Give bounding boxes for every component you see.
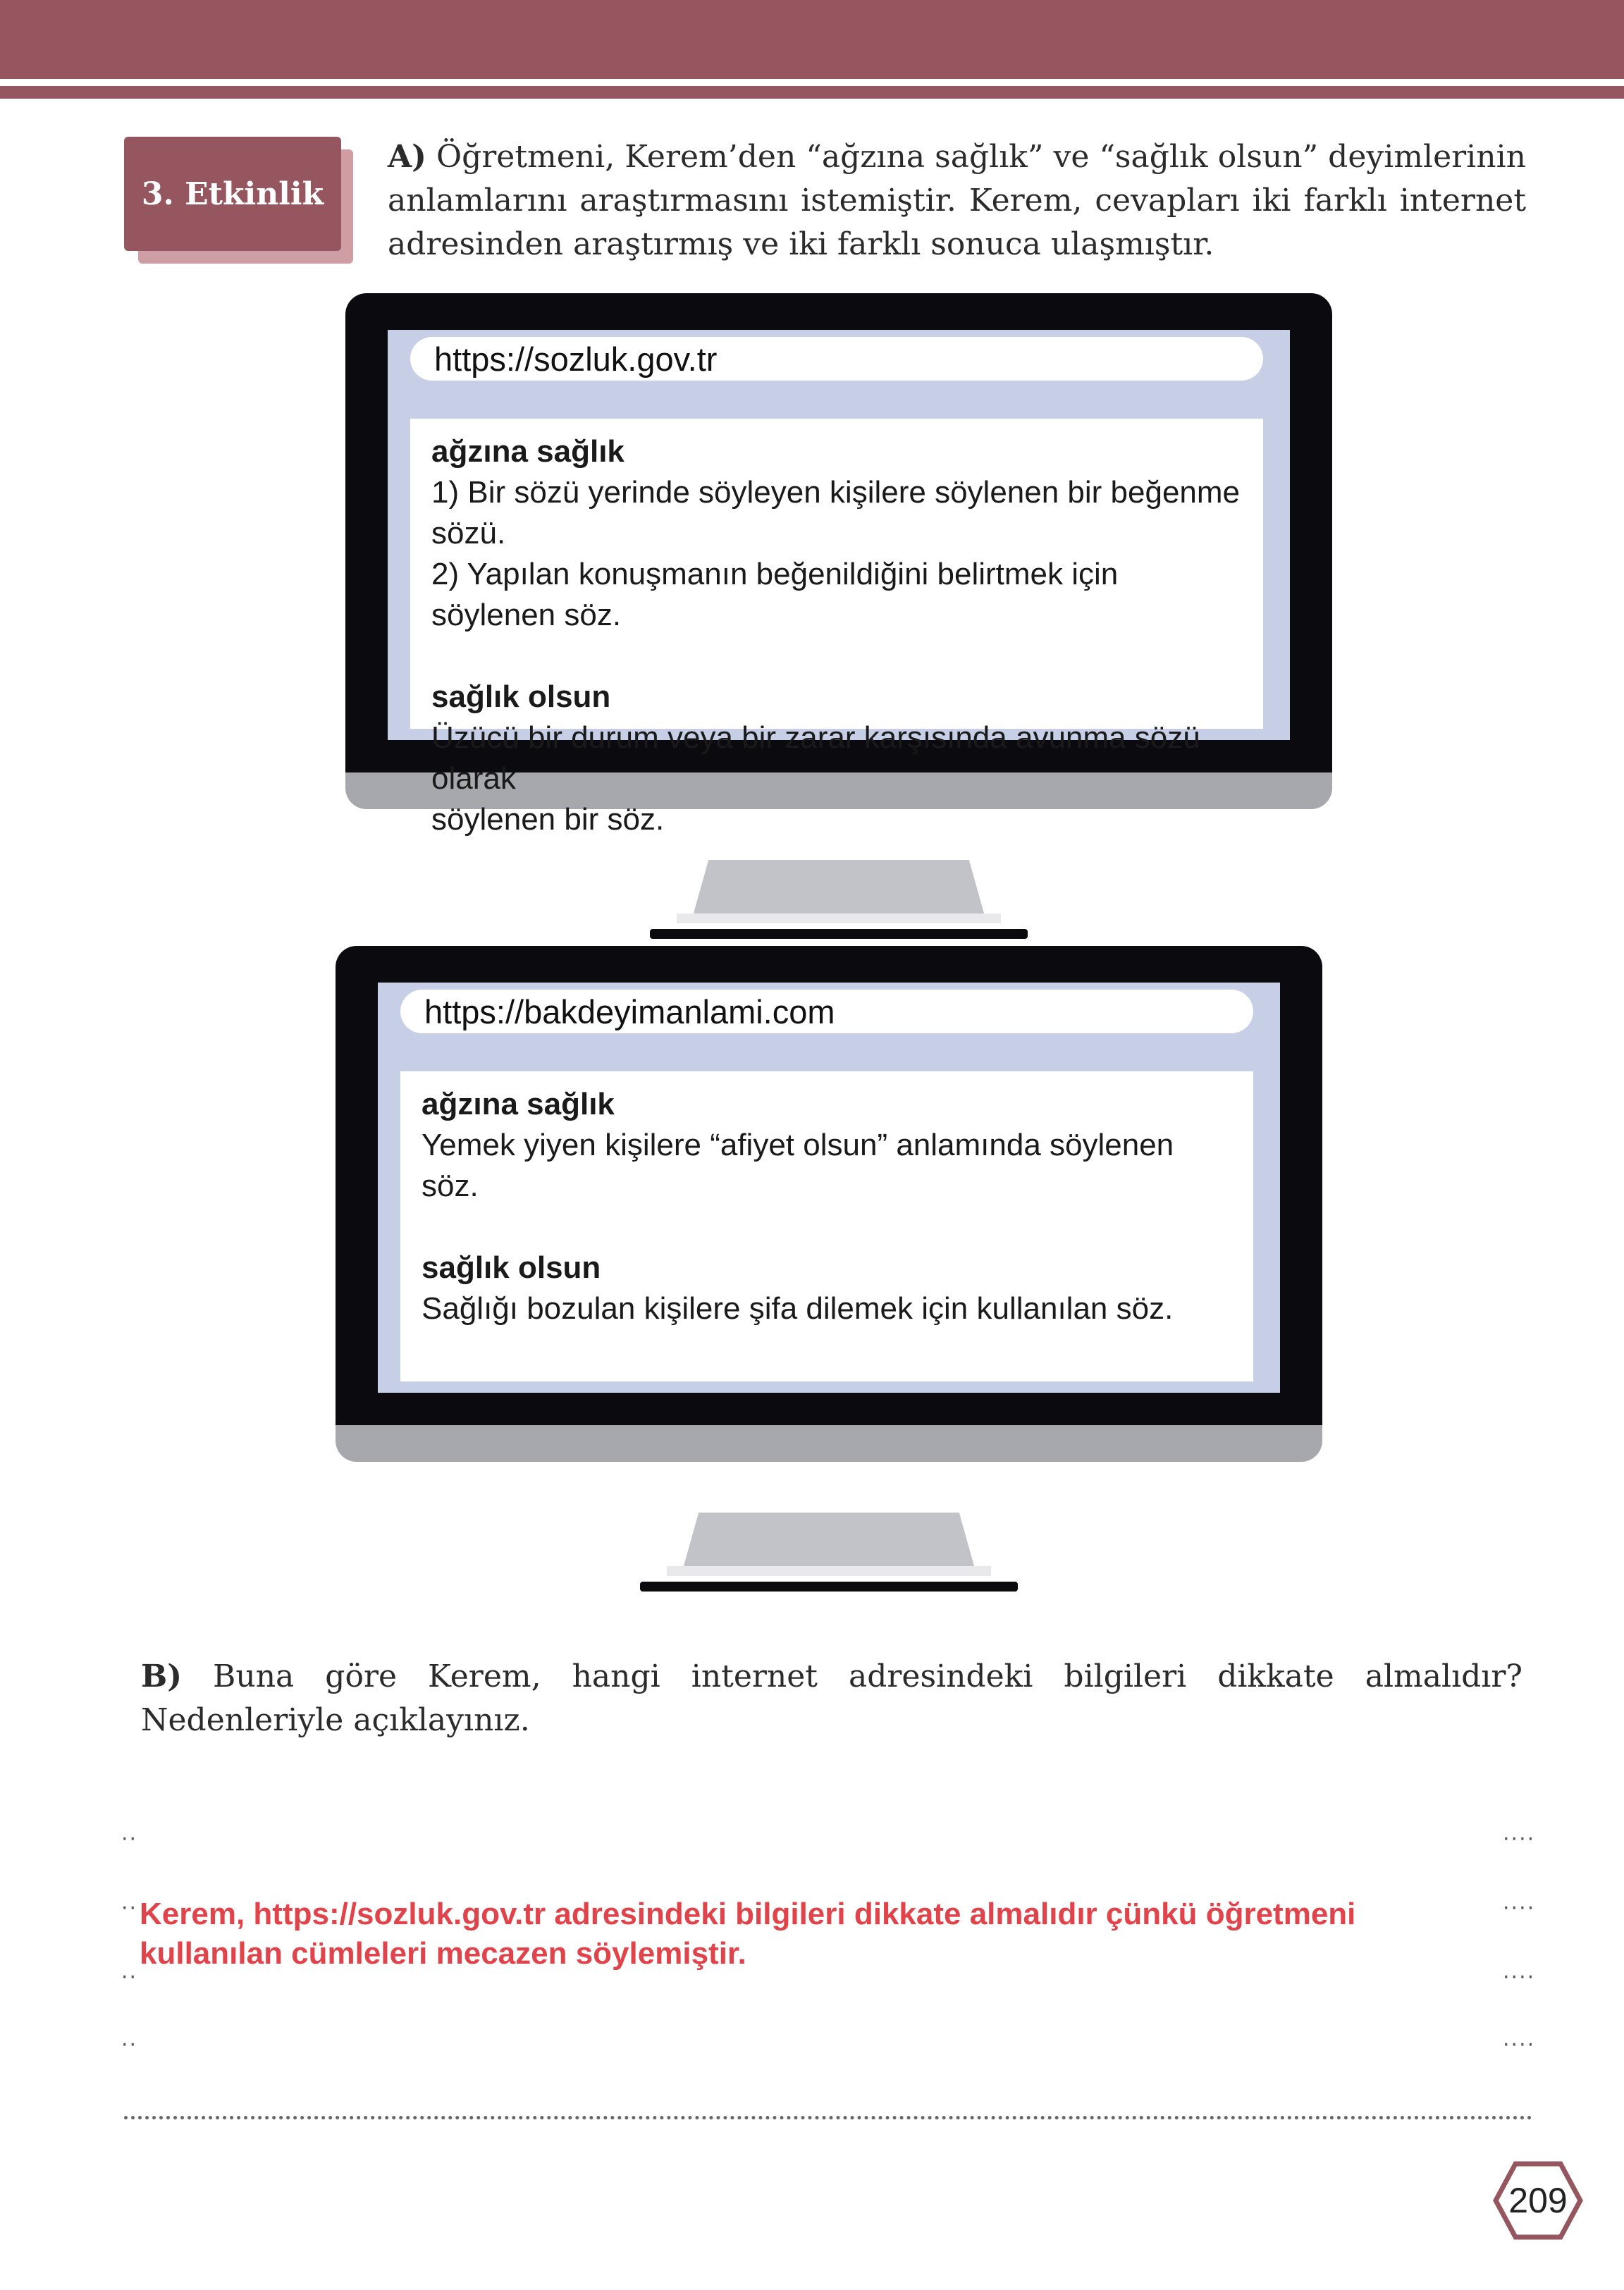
monitor-stand-shadow <box>667 1566 991 1576</box>
header-rule <box>0 86 1624 99</box>
task-a-label: A) <box>388 139 426 175</box>
entry-title: ağzına sağlık <box>431 434 625 469</box>
answer-line-end: ···· <box>1503 1965 1536 1990</box>
answer-line-start: ·· <box>121 1827 138 1852</box>
answer-line-2: kullanılan cümleleri mecazen söylemiştir. <box>140 1936 746 1971</box>
dictionary-panel <box>400 1071 1253 1381</box>
answer-line-end: ···· <box>1503 1827 1536 1852</box>
answer-line-start: ·· <box>121 2033 138 2057</box>
entry-definition: 2) Yapılan konuşmanın beğenildiğini belirtmek için söylenen söz. <box>431 557 1119 632</box>
entry-title: ağzına sağlık <box>422 1087 615 1121</box>
entry-title: sağlık olsun <box>422 1250 601 1285</box>
url-bar[interactable] <box>400 990 1253 1033</box>
entry-definition: 1) Bir sözü yerinde söyleyen kişilere söylenen bir beğenme sözü. <box>431 475 1241 550</box>
handwritten-answer[interactable] <box>140 1895 1479 1974</box>
monitor-stand-foot <box>640 1582 1018 1592</box>
answer-line-start: ·· <box>121 1965 138 1990</box>
answer-line-end: ···· <box>1503 1896 1536 1921</box>
url-text: https://bakdeyimanlami.com <box>424 992 835 1030</box>
page-number: 209 <box>1508 2181 1568 2220</box>
monitor-bakdeyim <box>336 946 1322 1594</box>
activity-badge: 3. Etkinlik <box>124 137 341 251</box>
url-text: https://sozluk.gov.tr <box>434 340 718 378</box>
page-number-badge <box>1493 2161 1583 2240</box>
monitor-stand-foot <box>650 929 1028 939</box>
task-b-label: B) <box>141 1658 183 1694</box>
task-b-paragraph <box>141 1655 1522 1742</box>
monitor-chin <box>336 1425 1322 1462</box>
monitor-stand-shadow <box>677 913 1001 923</box>
task-a-paragraph <box>388 135 1526 266</box>
entry-title: sağlık olsun <box>431 679 611 714</box>
task-a-text: Öğretmeni, Kerem’den “ağzına sağlık” ve “sağlık olsun” deyimlerinin anlamlarını araştırmasını istemiştir. Kerem, cevapları iki farklı internet adresinden araştırmış ve iki farklı sonuca ulaşmıştır. <box>388 139 1526 262</box>
answer-line-end: ···· <box>1503 2033 1536 2057</box>
answer-line-1: Kerem, https://sozluk.gov.tr adresindeki bilgileri dikkate almalıdır çünkü öğretmeni <box>140 1897 1356 1931</box>
task-b-text: Buna göre Kerem, hangi internet adresindeki bilgileri dikkate almalıdır? Nedenleriyle açıklayınız. <box>141 1658 1522 1738</box>
entry-definition: Yemek yiyen kişilere “afiyet olsun” anlamında söylenen söz. <box>422 1128 1174 1203</box>
dictionary-panel <box>410 419 1263 837</box>
header-band <box>0 0 1624 79</box>
entry-definition: Sağlığı bozulan kişilere şifa dilemek için kullanılan söz. <box>422 1291 1174 1326</box>
entry-definition: söylenen bir söz. <box>431 802 665 837</box>
monitor-sozluk <box>345 293 1332 942</box>
answer-line-full <box>124 2116 1532 2119</box>
url-bar[interactable] <box>410 337 1263 381</box>
answer-line-start: ·· <box>121 1896 138 1921</box>
entry-definition: Üzücü bir durum veya bir zarar karşısında avunma sözü olarak <box>431 720 1200 796</box>
